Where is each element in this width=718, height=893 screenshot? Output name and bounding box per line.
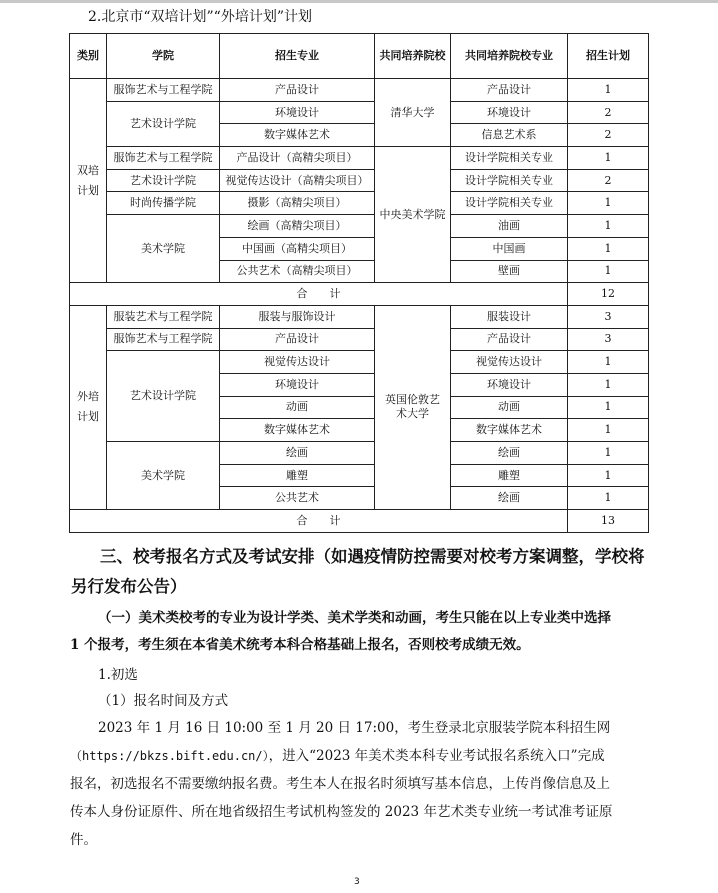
table-row xyxy=(70,351,649,374)
count-cell: 1 xyxy=(568,487,649,510)
major-cell: 数字媒体艺术 xyxy=(220,419,375,442)
partner-major-cell: 油画 xyxy=(451,215,568,238)
count-cell: 1 xyxy=(568,442,649,465)
partner-major-cell: 产品设计 xyxy=(451,328,568,351)
college-cell: 艺术设计学院 xyxy=(107,101,220,146)
partner-major-cell: 视觉传达设计 xyxy=(451,351,568,374)
header-partner-school: 共同培养院校 xyxy=(375,34,451,79)
partner-major-cell: 设计学院相关专业 xyxy=(451,192,568,215)
major-cell: 动画 xyxy=(220,396,375,419)
partner-major-cell: 环境设计 xyxy=(451,373,568,396)
major-cell: 公共艺术（高精尖项目） xyxy=(220,260,375,283)
major-cell: 绘画（高精尖项目） xyxy=(220,215,375,238)
item-registration-time: （1）报名时间及方式 xyxy=(98,693,229,709)
partner-major-cell: 产品设计 xyxy=(451,79,568,102)
partner-major-cell: 设计学院相关专业 xyxy=(451,147,568,170)
count-cell: 1 xyxy=(568,192,649,215)
partner-major-cell: 信息艺术系 xyxy=(451,124,568,147)
major-cell: 产品设计 xyxy=(220,328,375,351)
table-row xyxy=(70,169,649,192)
count-cell: 2 xyxy=(568,124,649,147)
major-cell: 产品设计 xyxy=(220,79,375,102)
table-row xyxy=(70,305,649,328)
total-count-cell: 12 xyxy=(568,283,649,306)
count-cell: 2 xyxy=(568,101,649,124)
partner-major-cell: 壁画 xyxy=(451,260,568,283)
table-row xyxy=(70,215,649,238)
major-cell: 环境设计 xyxy=(220,373,375,396)
partner-major-cell: 绘画 xyxy=(451,442,568,465)
count-cell: 1 xyxy=(568,464,649,487)
count-cell: 1 xyxy=(568,351,649,374)
category-cell: 外培计划 xyxy=(70,305,107,509)
body-line-3: 报名，初选报名不需要缴纳报名费。考生本人在报名时须填写基本信息，上传肖像信息及上 xyxy=(70,776,610,792)
major-cell: 绘画 xyxy=(220,442,375,465)
table-row xyxy=(70,101,649,124)
partner-major-cell: 设计学院相关专业 xyxy=(451,169,568,192)
major-cell: 数字媒体艺术 xyxy=(220,124,375,147)
partner-school-cell: 中央美术学院 xyxy=(375,147,451,283)
table-row xyxy=(70,328,649,351)
section-heading-line-1: 三、校考报名方式及考试安排（如遇疫情防控需要对校考方案调整，学校将 xyxy=(100,547,645,566)
count-cell: 1 xyxy=(568,79,649,102)
header-major: 招生专业 xyxy=(220,34,375,79)
count-cell: 2 xyxy=(568,169,649,192)
partner-school-cell: 清华大学 xyxy=(375,79,451,147)
partner-major-cell: 动画 xyxy=(451,396,568,419)
total-count-cell: 13 xyxy=(568,510,649,533)
page-top-border xyxy=(0,0,718,3)
partner-major-cell: 环境设计 xyxy=(451,101,568,124)
college-cell: 服饰艺术与工程学院 xyxy=(107,79,220,102)
category-cell: 双培计划 xyxy=(70,79,107,283)
section-heading-3 xyxy=(71,542,660,602)
body-line-5: 件。 xyxy=(70,832,97,848)
college-cell: 服饰艺术与工程学院 xyxy=(107,147,220,170)
partner-major-cell: 服装设计 xyxy=(451,305,568,328)
college-cell: 美术学院 xyxy=(107,442,220,510)
body-line-4: 传本人身份证原件、所在地省级招生考试机构签发的 2023 年艺术类专业统一考试准考证原 xyxy=(70,804,613,820)
college-cell: 艺术设计学院 xyxy=(107,169,220,192)
table-header-row xyxy=(70,34,649,79)
partner-major-cell: 绘画 xyxy=(451,487,568,510)
partner-major-cell: 中国画 xyxy=(451,237,568,260)
count-cell: 3 xyxy=(568,328,649,351)
section-title: 2.北京市“双培计划”“外培计划”计划 xyxy=(88,9,312,25)
major-cell: 环境设计 xyxy=(220,101,375,124)
count-cell: 1 xyxy=(568,215,649,238)
total-label-cell: 合 计 xyxy=(70,510,568,533)
count-cell: 1 xyxy=(568,419,649,442)
partner-school-cell: 英国伦敦艺术大学 xyxy=(375,305,451,509)
subsection-bold-line-1: （一）美术类校考的专业为设计学类、美术学类和动画，考生只能在以上专业类中选择 xyxy=(98,610,611,626)
item-preliminary: 1.初选 xyxy=(98,667,138,683)
header-category: 类别 xyxy=(70,34,107,79)
major-cell: 视觉传达设计 xyxy=(220,351,375,374)
header-college: 学院 xyxy=(107,34,220,79)
header-partner-major: 共同培养院校专业 xyxy=(451,34,568,79)
header-plan-count: 招生计划 xyxy=(568,34,649,79)
major-cell: 产品设计（高精尖项目） xyxy=(220,147,375,170)
major-cell: 摄影（高精尖项目） xyxy=(220,192,375,215)
total-row xyxy=(70,283,649,306)
college-cell: 时尚传播学院 xyxy=(107,192,220,215)
partner-major-cell: 数字媒体艺术 xyxy=(451,419,568,442)
major-cell: 视觉传达设计（高精尖项目） xyxy=(220,169,375,192)
count-cell: 1 xyxy=(568,373,649,396)
count-cell: 1 xyxy=(568,237,649,260)
count-cell: 1 xyxy=(568,396,649,419)
major-cell: 中国画（高精尖项目） xyxy=(220,237,375,260)
count-cell: 1 xyxy=(568,260,649,283)
major-cell: 雕塑 xyxy=(220,464,375,487)
section-heading-line-2: 另行发布公告） xyxy=(71,577,187,596)
body-line-1: 2023 年 1 月 16 日 10:00 至 1 月 20 日 17:00，考生登录北京服装学院本科招生网 xyxy=(98,720,611,736)
enrollment-plan-table xyxy=(69,33,649,533)
college-cell: 服装艺术与工程学院 xyxy=(107,305,220,328)
table-row xyxy=(70,192,649,215)
total-row xyxy=(70,510,649,533)
subsection-bold-line-2: 1 个报考，考生须在本省美术统考本科合格基础上报名，否则校考成绩无效。 xyxy=(70,637,530,653)
count-cell: 1 xyxy=(568,147,649,170)
count-cell: 3 xyxy=(568,305,649,328)
table-row xyxy=(70,147,649,170)
partner-major-cell: 雕塑 xyxy=(451,464,568,487)
total-label-cell: 合 计 xyxy=(70,283,568,306)
major-cell: 服装与服饰设计 xyxy=(220,305,375,328)
college-cell: 美术学院 xyxy=(107,215,220,283)
body-line-2: （https://bkzs.bift.edu.cn/），进入“2023 年美术类本科专业考试报名系统入口”完成 xyxy=(70,748,605,764)
major-cell: 公共艺术 xyxy=(220,487,375,510)
college-cell: 艺术设计学院 xyxy=(107,351,220,442)
table-row xyxy=(70,442,649,465)
table-row xyxy=(70,79,649,102)
college-cell: 服饰艺术与工程学院 xyxy=(107,328,220,351)
admission-website-link[interactable]: （https://bkzs.bift.edu.cn/） xyxy=(70,749,269,763)
page-number: 3 xyxy=(354,877,360,887)
